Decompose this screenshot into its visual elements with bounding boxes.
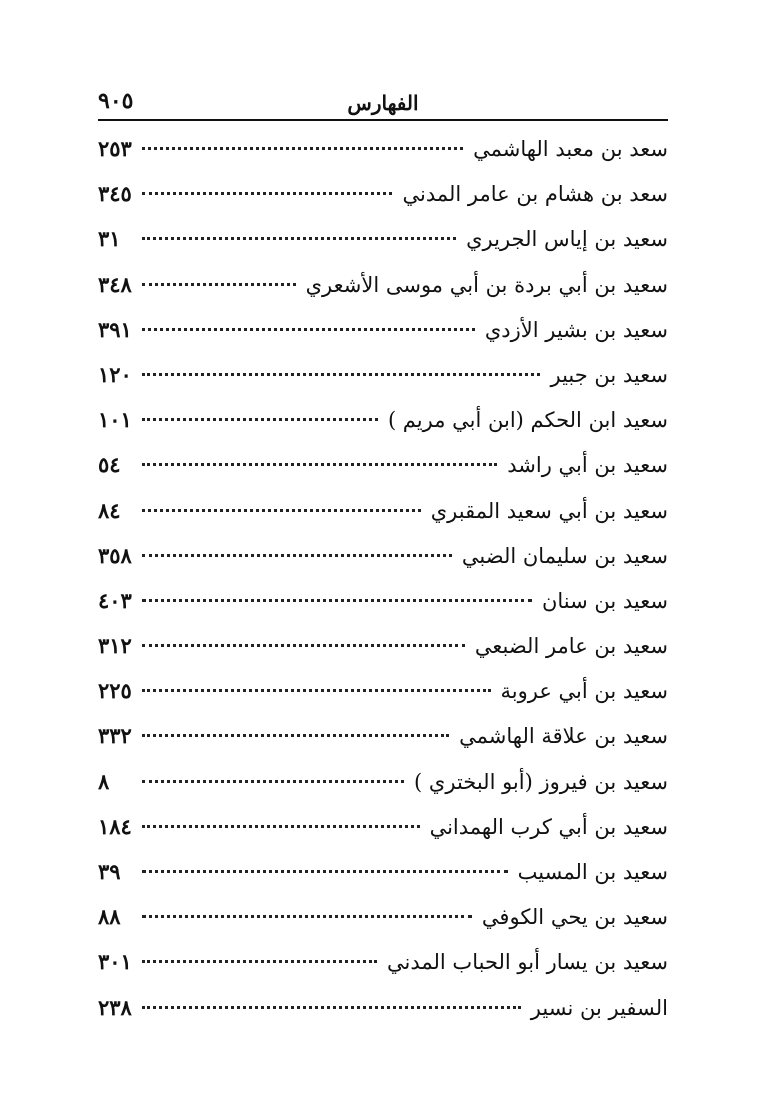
page-header xyxy=(98,86,668,120)
index-entry xyxy=(98,352,668,397)
index-entry xyxy=(98,488,668,533)
section-title: الفهارس xyxy=(347,91,419,115)
entry-name: سعيد بن يحي الكوفي xyxy=(481,905,668,930)
dot-leader xyxy=(142,373,540,376)
entry-name: سعيد بن عامر الضبعي xyxy=(474,634,668,659)
entry-name: السفير بن نسير xyxy=(530,995,668,1020)
entry-page-number: ٣٩١ xyxy=(98,316,132,342)
entry-name: سعيد بن أبي كرب الهمداني xyxy=(429,814,668,839)
index-entry xyxy=(98,397,668,442)
entry-page-number: ٢٢٥ xyxy=(98,678,132,704)
entry-page-number: ٣٣٢ xyxy=(98,723,132,749)
entry-name: سعيد بن المسيب xyxy=(517,860,668,884)
dot-leader xyxy=(142,915,472,918)
page-number: ٩٠٥ xyxy=(98,88,134,114)
entry-name: سعيد بن سنان xyxy=(541,588,668,613)
index-entry xyxy=(98,171,668,216)
dot-leader xyxy=(142,283,296,286)
dot-leader xyxy=(142,644,465,647)
entry-page-number: ١٠١ xyxy=(98,407,132,433)
entry-name: سعيد ابن الحكم (ابن أبي مريم ) xyxy=(387,408,668,433)
entry-page-number: ٨٤ xyxy=(98,497,121,523)
index-list xyxy=(98,126,668,1026)
entry-page-number: ٣٥٨ xyxy=(98,542,132,568)
index-entry xyxy=(98,307,668,352)
entry-page-number: ٣٤٨ xyxy=(98,271,132,297)
dot-leader xyxy=(142,554,452,557)
entry-page-number: ٤٠٣ xyxy=(98,587,132,613)
entry-page-number: ١٨٤ xyxy=(98,813,132,839)
entry-page-number: ٣٩ xyxy=(98,859,121,884)
dot-leader xyxy=(142,870,508,873)
entry-name: سعيد بن فيروز (أبو البختري ) xyxy=(414,769,668,794)
entry-name: سعيد بن أبي سعيد المقبري xyxy=(430,498,668,523)
dot-leader xyxy=(142,689,491,692)
dot-leader xyxy=(142,825,420,828)
entry-page-number: ٥٤ xyxy=(98,452,121,478)
header-rule xyxy=(98,119,668,121)
index-entry xyxy=(98,126,668,171)
index-entry xyxy=(98,939,668,984)
dot-leader xyxy=(142,328,475,331)
index-entry xyxy=(98,623,668,668)
dot-leader xyxy=(142,599,532,602)
dot-leader xyxy=(142,147,463,150)
entry-page-number: ٣١ xyxy=(98,226,121,252)
entry-page-number: ٨٨ xyxy=(98,904,121,930)
dot-leader xyxy=(142,192,392,195)
dot-leader xyxy=(142,1006,521,1009)
entry-name: سعيد بن جبير xyxy=(550,362,668,387)
entry-name: سعيد بن أبي بردة بن أبي موسى الأشعري xyxy=(305,272,668,297)
index-entry xyxy=(98,668,668,713)
dot-leader xyxy=(142,960,377,963)
entry-name: سعيد بن أبي عروبة xyxy=(500,679,668,704)
index-entry xyxy=(98,804,668,849)
entry-name: سعيد بن يسار أبو الحباب المدني xyxy=(387,950,668,975)
dot-leader xyxy=(142,418,378,421)
entry-page-number: ٨ xyxy=(98,768,110,794)
index-entry xyxy=(98,894,668,939)
index-entry xyxy=(98,759,668,804)
index-entry xyxy=(98,849,668,894)
entry-name: سعيد بن أبي راشد xyxy=(507,453,668,478)
entry-name: سعد بن معبد الهاشمي xyxy=(473,137,668,161)
entry-name: سعيد بن بشير الأزدي xyxy=(484,317,668,342)
index-entry xyxy=(98,713,668,758)
entry-page-number: ٣٤٥ xyxy=(98,181,132,207)
index-entry xyxy=(98,262,668,307)
dot-leader xyxy=(142,509,421,512)
entry-name: سعيد بن سليمان الضبي xyxy=(461,543,668,568)
index-entry xyxy=(98,578,668,623)
index-entry xyxy=(98,442,668,487)
entry-name: سعد بن هشام بن عامر المدني xyxy=(402,182,668,207)
entry-name: سعيد بن إياس الجريري xyxy=(466,227,668,252)
dot-leader xyxy=(142,463,497,466)
index-entry xyxy=(98,985,668,1030)
entry-name: سعيد بن علاقة الهاشمي xyxy=(459,724,668,749)
index-entry xyxy=(98,216,668,261)
dot-leader xyxy=(142,237,456,240)
entry-page-number: ٣٠١ xyxy=(98,949,132,975)
entry-page-number: ٢٣٨ xyxy=(98,994,132,1020)
entry-page-number: ٢٥٣ xyxy=(98,136,132,161)
entry-page-number: ٣١٢ xyxy=(98,633,132,659)
index-entry xyxy=(98,533,668,578)
dot-leader xyxy=(142,780,404,783)
entry-page-number: ١٢٠ xyxy=(98,361,132,387)
dot-leader xyxy=(142,734,449,737)
